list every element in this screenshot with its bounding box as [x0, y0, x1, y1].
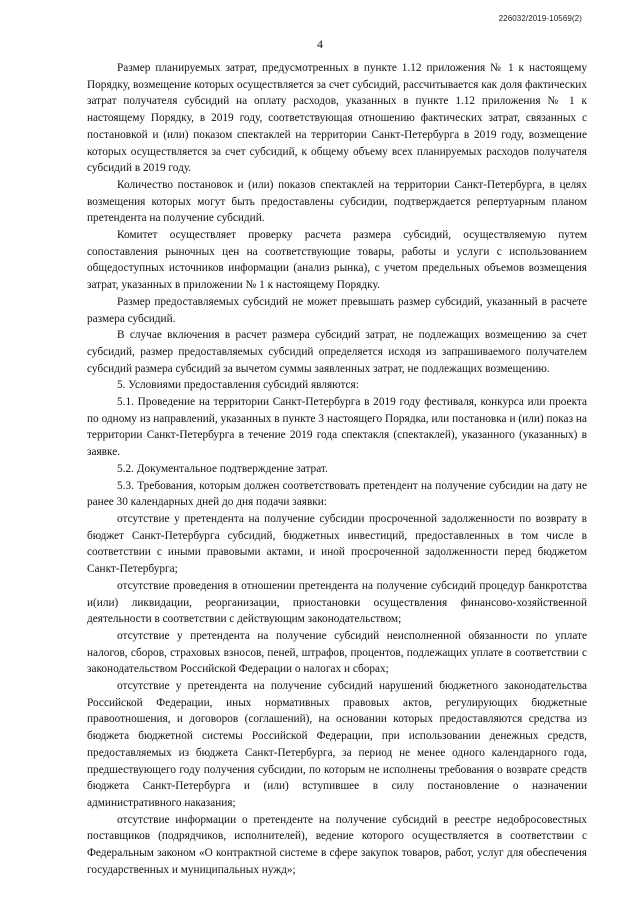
paragraph: 5.3. Требования, которым должен соответствовать претендент на получение субсидии на дату не ранее 30 календарных дней до дня подачи заявки: [87, 479, 587, 509]
document-id: 226032/2019-10569(2) [498, 14, 582, 23]
paragraph: Размер планируемых затрат, предусмотренных в пункте 1.12 приложения № 1 к настоящему Порядку, возмещение которых осуществляется за счет субсидий, рассчитывается как доля фактических затрат получателя субсидий на оплату расходов, указанных в пункте 1.12 приложения № 1 к настоящему Порядку, в 2019 году, соответствующая отношению фактических затрат, связанных с постановкой и (или) показом спектаклей на территории Санкт-Петербурга в 2019 году, возмещение которых осуществляется за счет субсидий, к общему объему всех планируемых расходов получателя субсидий в 2019 году. [87, 62, 587, 175]
paragraph: 5.2. Документальное подтверждение затрат. [117, 462, 328, 475]
paragraph: отсутствие информации о претенденте на получение субсидий в реестре недобросовестных поставщиков (подрядчиков, исполнителей), ведение которого осуществляется в соответствии с Федеральным законом «О контрактной системе в сфере закупок товаров, работ, услуг для обеспечения государственных и муниципальных нужд»; [87, 813, 587, 876]
document-body [87, 60, 587, 878]
paragraph: Размер предоставляемых субсидий не может превышать размер субсидий, указанный в расчете размера субсидий. [87, 295, 587, 325]
paragraph: отсутствие у претендента на получение субсидий нарушений бюджетного законодательства Российской Федерации, иных нормативных правовых актов, регулирующих бюджетные правоотношения, и договоров (соглашений), на основании которых предоставляются средства из бюджета бюджетной системы Российской Федерации, при использовании денежных средств, предоставляемых из бюджета Санкт-Петербурга, за период не менее одного календарного года, предшествующего году получения субсидии, по которым не исполнены требования о возврате средств бюджета Санкт-Петербурга и (или) вступившее в силу постановление о назначении административного наказания; [87, 680, 587, 809]
paragraph: отсутствие у претендента на получение субсидии просроченной задолженности по возврату в бюджет Санкт-Петербурга субсидий, бюджетных инвестиций, предоставленных в том числе в соответствии с иными правовыми актами, и иной просроченной задолженности перед бюджетом Санкт-Петербурга; [87, 512, 587, 576]
paragraph: Комитет осуществляет проверку расчета размера субсидий, осуществляемую путем сопоставления рыночных цен на соответствующие товары, работы и услуги с использованием общедоступных источников информации (анализ рынка), с учетом предельных объемов возмещения затрат, указанных в приложении № 1 к настоящему Порядку. [87, 229, 587, 292]
paragraph: Количество постановок и (или) показов спектаклей на территории Санкт-Петербурга, в целях возмещения которых могут быть предоставлены субсидии, подтверждается репертуарным планом претендента на получение субсидий. [87, 178, 587, 225]
paragraph: отсутствие проведения в отношении претендента на получение субсидий процедур банкротства и(или) ликвидации, реорганизации, приостановки осуществления финансово-хозяйственной деятельности в соответствии с действующим законодательством; [87, 579, 587, 626]
paragraph: 5.1. Проведение на территории Санкт-Петербурга в 2019 году фестиваля, конкурса или проекта по одному из направлений, указанных в пункте 3 настоящего Порядка, или постановка и (или) показ на территории Санкт-Петербурга в течение 2019 года спектакля (спектаклей), указанного (указанных) в заявке. [87, 396, 587, 459]
paragraph: В случае включения в расчет размера субсидий затрат, не подлежащих возмещению за счет субсидий, размер предоставляемых субсидий определяется исходя из запрашиваемого получателем субсидий размера субсидий за вычетом суммы заявленных затрат, не подлежащих возмещению. [87, 329, 587, 375]
paragraph: 5. Условиями предоставления субсидий являются: [117, 379, 359, 392]
page-number: 4 [317, 37, 323, 51]
paragraph: отсутствие у претендента на получение субсидий неисполненной обязанности по уплате налогов, сборов, страховых взносов, пеней, штрафов, процентов, подлежащих уплате в соответствии с законодательством Российской Федерации о налогах и сборах; [87, 629, 587, 676]
